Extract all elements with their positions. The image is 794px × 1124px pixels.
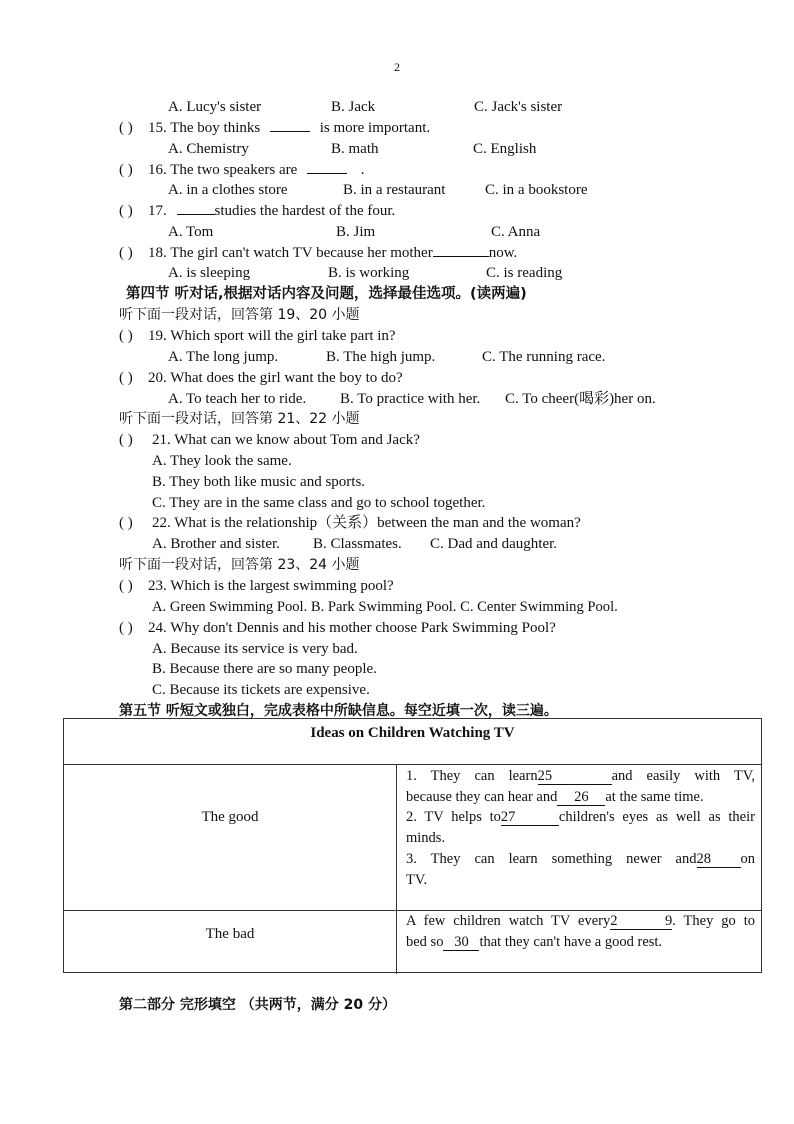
q23-options: A. Green Swimming Pool. B. Park Swimming Pool. C. Center Swimming Pool.	[152, 599, 618, 615]
q14-option-a: A. Lucy's sister	[168, 99, 262, 115]
question-20-stem: 20. What does the girl want the boy to do?	[148, 370, 403, 386]
good-line-3	[406, 807, 755, 827]
q18-option-b: B. is working	[328, 265, 410, 281]
q16-option-c: C. in a bookstore	[485, 182, 588, 198]
section-4-heading: 第四节 听对话,根据对话内容及问题，选择最佳选项。(读两遍)	[126, 286, 527, 302]
good-line-5-before: 3. They can learn something newer and	[406, 851, 697, 867]
question-16-text-before: 16. The two speakers are	[148, 162, 298, 178]
section-5-heading: 第五节 听短文或独白，完成表格中所缺信息。每空近填一次，读三遍。	[119, 703, 558, 719]
bad-line-1-after: . They go to	[672, 913, 756, 929]
q15-option-b: B. math	[331, 141, 379, 157]
answer-paren: ( )	[119, 328, 133, 344]
question-17-blank	[177, 214, 215, 215]
question-16-stem	[148, 160, 365, 180]
answer-paren: ( )	[119, 370, 133, 386]
q24-option-c: C. Because its tickets are expensive.	[152, 682, 370, 698]
q20-option-c: C. To cheer(喝彩)her on.	[505, 391, 656, 407]
good-line-1	[406, 766, 755, 786]
question-22-stem: 22. What is the relationship（关系）between the man and the woman?	[152, 515, 581, 531]
answer-paren: ( )	[119, 203, 133, 219]
good-line-1-before: 1. They can learn	[406, 768, 538, 784]
q22-option-b: B. Classmates.	[313, 536, 402, 552]
table-cell-good-content	[398, 765, 763, 910]
section-4-intro-21-22: 听下面一段对话，回答第 21、22 小题	[119, 411, 360, 427]
page-number: 2	[394, 60, 400, 74]
good-line-5	[406, 849, 755, 869]
table-row-good	[64, 765, 761, 911]
q14-option-c: C. Jack's sister	[474, 99, 563, 115]
q19-option-a: A. The long jump.	[168, 349, 279, 365]
question-18-stem	[148, 243, 517, 263]
good-line-5-after: on	[740, 851, 755, 867]
table-title: Ideas on Children Watching TV	[64, 719, 761, 765]
q16-option-b: B. in a restaurant	[343, 182, 446, 198]
q24-option-b: B. Because there are so many people.	[152, 661, 377, 677]
bad-line-1	[406, 911, 755, 931]
q15-option-c: C. English	[473, 141, 537, 157]
table-cell-good-label	[64, 765, 397, 910]
good-line-6: TV.	[406, 872, 428, 888]
blank-25: 25	[538, 769, 612, 785]
bad-label: The bad	[205, 926, 255, 942]
q18-option-a: A. is sleeping	[168, 265, 251, 281]
q19-option-b: B. The high jump.	[326, 349, 436, 365]
question-17-stem	[148, 201, 395, 221]
q18-option-c: C. is reading	[486, 265, 563, 281]
question-16-text-after: .	[360, 162, 365, 178]
blank-27: 27	[501, 810, 559, 826]
question-15-text-before: 15. The boy thinks	[148, 120, 261, 136]
blank-29: 2 9	[610, 913, 673, 929]
good-label: The good	[201, 809, 259, 825]
q19-option-c: C. The running race.	[482, 349, 606, 365]
ideas-table	[63, 718, 762, 973]
q22-option-a: A. Brother and sister.	[152, 536, 280, 552]
good-line-1-after: and easily with TV,	[611, 768, 755, 784]
part-2-heading: 第二部分 完形填空 （共两节，满分 20 分）	[119, 997, 396, 1013]
table-cell-bad-content	[398, 911, 763, 974]
table-cell-bad-label	[64, 911, 397, 974]
bad-line-2	[406, 932, 662, 952]
q21-option-a: A. They look the same.	[152, 453, 292, 469]
blank-30: 30	[443, 935, 479, 951]
answer-paren: ( )	[119, 120, 133, 136]
q14-option-b: B. Jack	[331, 99, 376, 115]
table-row-bad	[64, 911, 761, 974]
question-18-text-after: now.	[488, 245, 518, 261]
q17-option-b: B. Jim	[336, 224, 376, 240]
q21-option-c: C. They are in the same class and go to school together.	[152, 495, 486, 511]
bad-line-2-before: bed so	[406, 934, 444, 950]
question-23-stem: 23. Which is the largest swimming pool?	[148, 578, 394, 594]
good-line-4: minds.	[406, 830, 446, 846]
answer-paren: ( )	[119, 245, 133, 261]
answer-paren: ( )	[119, 432, 133, 448]
q24-option-a: A. Because its service is very bad.	[152, 641, 358, 657]
question-17-text-after: studies the hardest of the four.	[214, 203, 396, 219]
q17-option-c: C. Anna	[491, 224, 541, 240]
good-line-2-before: because they can hear and	[406, 789, 558, 805]
q17-option-a: A. Tom	[168, 224, 214, 240]
question-15-stem	[148, 118, 430, 138]
bad-line-2-after: that they can't have a good rest.	[479, 934, 663, 950]
question-15-blank	[270, 131, 310, 132]
good-line-3-before: 2. TV helps to	[406, 809, 501, 825]
good-line-3-after: children's eyes as well as their	[558, 809, 755, 825]
question-19-stem: 19. Which sport will the girl take part in?	[148, 328, 396, 344]
q22-option-c: C. Dad and daughter.	[430, 536, 558, 552]
blank-26: 26	[557, 790, 605, 806]
question-18-blank	[433, 256, 489, 257]
question-24-stem: 24. Why don't Dennis and his mother choose Park Swimming Pool?	[148, 620, 556, 636]
question-17-number: 17.	[148, 203, 167, 219]
answer-paren: ( )	[119, 620, 133, 636]
answer-paren: ( )	[119, 162, 133, 178]
question-21-stem: 21. What can we know about Tom and Jack?	[152, 432, 420, 448]
q21-option-b: B. They both like music and sports.	[152, 474, 366, 490]
good-line-2-after: at the same time.	[605, 789, 704, 805]
q20-option-b: B. To practice with her.	[340, 391, 481, 407]
answer-paren: ( )	[119, 578, 133, 594]
question-15-text-after: is more important.	[319, 120, 431, 136]
good-line-2	[406, 787, 704, 807]
section-4-intro-19-20: 听下面一段对话，回答第 19、20 小题	[119, 307, 360, 323]
question-18-text-before: 18. The girl can't watch TV because her mother	[148, 245, 433, 261]
section-4-intro-23-24: 听下面一段对话，回答第 23、24 小题	[119, 557, 360, 573]
question-16-blank	[307, 173, 347, 174]
bad-line-1-before: A few children watch TV every	[406, 913, 611, 929]
answer-paren: ( )	[119, 515, 133, 531]
q15-option-a: A. Chemistry	[168, 141, 249, 157]
q16-option-a: A. in a clothes store	[168, 182, 288, 198]
blank-28: 28	[697, 852, 741, 868]
q20-option-a: A. To teach her to ride.	[168, 391, 307, 407]
